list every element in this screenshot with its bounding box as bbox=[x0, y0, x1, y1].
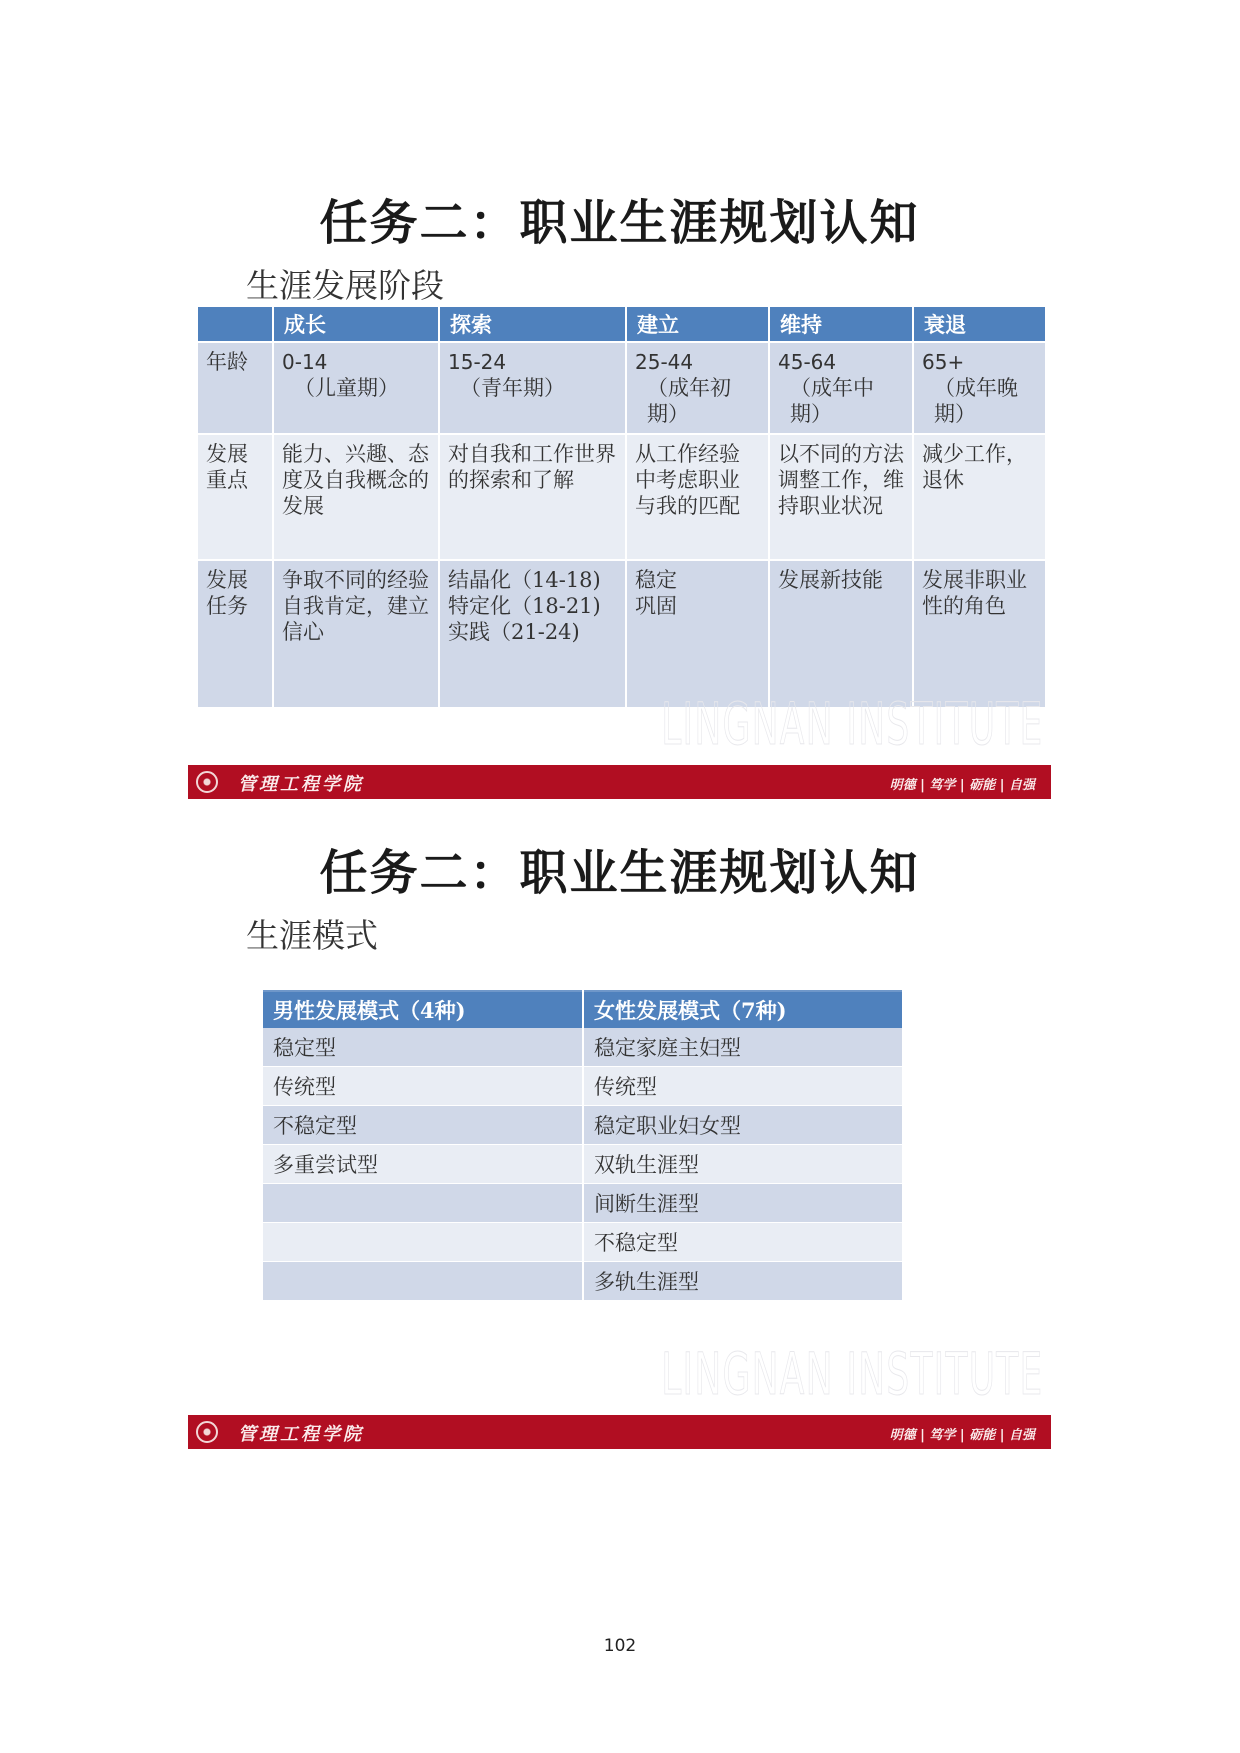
table-row bbox=[263, 1262, 903, 1301]
table-cell bbox=[263, 1262, 583, 1301]
table-cell: 发展新技能 bbox=[769, 560, 913, 708]
footer-school-name: 管理工程学院 bbox=[238, 774, 364, 795]
slide-title: 任务二：职业生涯规划认知 bbox=[319, 845, 920, 901]
slide-career-patterns bbox=[188, 800, 1051, 1450]
table-row-focus bbox=[198, 434, 1046, 560]
age-period: （成年中期） bbox=[790, 376, 874, 426]
career-patterns-table bbox=[263, 990, 904, 1301]
table-cell: 能力、兴趣、态度及自我概念的发展 bbox=[273, 434, 439, 560]
table-header-row bbox=[263, 991, 903, 1028]
table-row bbox=[263, 1106, 903, 1145]
table-cell: 争取不同的经验自我肯定，建立信心 bbox=[273, 560, 439, 708]
header-cell-male: 男性发展模式（4种) bbox=[263, 991, 583, 1028]
page-number: 102 bbox=[603, 1636, 637, 1656]
table-cell: 以不同的方法调整工作，维持职业状况 bbox=[769, 434, 913, 560]
table-cell bbox=[263, 1184, 583, 1223]
task-line: 巩固 bbox=[635, 594, 677, 618]
header-cell-empty bbox=[198, 307, 273, 342]
table-cell: 不稳定型 bbox=[583, 1223, 903, 1262]
table-cell bbox=[439, 560, 626, 708]
task-line: 结晶化（14-18) bbox=[448, 568, 601, 592]
task-line: 实践（21-24) bbox=[448, 620, 580, 644]
table-cell: 从工作经验中考虑职业与我的匹配 bbox=[626, 434, 769, 560]
task-line: 特定化（18-21) bbox=[448, 594, 601, 618]
table-cell bbox=[769, 342, 913, 434]
footer-motto: 明德 | 笃学 | 砺能 | 自强 bbox=[889, 1428, 1035, 1443]
footer-school-name: 管理工程学院 bbox=[238, 1424, 364, 1445]
age-period: （成年晚期） bbox=[934, 376, 1018, 426]
table-cell bbox=[273, 342, 439, 434]
table-cell bbox=[626, 342, 769, 434]
table-row bbox=[263, 1028, 903, 1067]
slide-subtitle: 生涯发展阶段 bbox=[246, 266, 444, 305]
table-cell: 间断生涯型 bbox=[583, 1184, 903, 1223]
age-range: 65+ bbox=[922, 350, 965, 374]
footer-bar bbox=[188, 765, 1051, 799]
table-cell bbox=[913, 342, 1046, 434]
table-cell bbox=[439, 342, 626, 434]
table-cell: 发展非职业性的角色 bbox=[913, 560, 1046, 708]
age-range: 0-14 bbox=[282, 350, 328, 374]
table-cell bbox=[626, 560, 769, 708]
school-logo-icon bbox=[196, 771, 218, 793]
table-cell: 多重尝试型 bbox=[263, 1145, 583, 1184]
career-stages-table bbox=[198, 307, 1047, 709]
row-label: 年龄 bbox=[198, 342, 273, 434]
table-row-tasks bbox=[198, 560, 1046, 708]
table-row bbox=[263, 1145, 903, 1184]
age-period: （青年期） bbox=[460, 376, 565, 400]
header-cell-female: 女性发展模式（7种) bbox=[583, 991, 903, 1028]
table-cell: 稳定家庭主妇型 bbox=[583, 1028, 903, 1067]
header-cell-maintenance: 维持 bbox=[769, 307, 913, 342]
table-cell: 双轨生涯型 bbox=[583, 1145, 903, 1184]
table-row bbox=[263, 1067, 903, 1106]
footer-bar bbox=[188, 1415, 1051, 1449]
slide-career-stages bbox=[188, 150, 1051, 800]
age-period: （成年初期） bbox=[647, 376, 731, 426]
header-cell-exploration: 探索 bbox=[439, 307, 626, 342]
watermark: LINGNAN INSTITUTE bbox=[660, 1340, 1043, 1408]
table-cell: 稳定型 bbox=[263, 1028, 583, 1067]
table-cell: 不稳定型 bbox=[263, 1106, 583, 1145]
footer-motto: 明德 | 笃学 | 砺能 | 自强 bbox=[889, 778, 1035, 793]
table-cell bbox=[263, 1223, 583, 1262]
table-row-age bbox=[198, 342, 1046, 434]
header-cell-growth: 成长 bbox=[273, 307, 439, 342]
school-logo-icon bbox=[196, 1421, 218, 1443]
task-line: 稳定 bbox=[635, 568, 677, 592]
age-range: 15-24 bbox=[448, 350, 507, 374]
table-cell: 减少工作，退休 bbox=[913, 434, 1046, 560]
table-row bbox=[263, 1184, 903, 1223]
age-range: 45-64 bbox=[778, 350, 837, 374]
table-cell: 对自我和工作世界的探索和了解 bbox=[439, 434, 626, 560]
table-cell: 稳定职业妇女型 bbox=[583, 1106, 903, 1145]
table-cell: 多轨生涯型 bbox=[583, 1262, 903, 1301]
row-label: 发展任务 bbox=[198, 560, 273, 708]
header-cell-establishment: 建立 bbox=[626, 307, 769, 342]
table-cell: 传统型 bbox=[583, 1067, 903, 1106]
table-header-row bbox=[198, 307, 1046, 342]
slide-subtitle: 生涯模式 bbox=[246, 916, 378, 955]
watermark: LINGNAN INSTITUTE bbox=[660, 690, 1043, 758]
table-cell: 传统型 bbox=[263, 1067, 583, 1106]
row-label: 发展重点 bbox=[198, 434, 273, 560]
table-row bbox=[263, 1223, 903, 1262]
header-cell-decline: 衰退 bbox=[913, 307, 1046, 342]
slide-title: 任务二：职业生涯规划认知 bbox=[319, 195, 920, 251]
age-range: 25-44 bbox=[635, 350, 694, 374]
age-period: （儿童期） bbox=[294, 376, 399, 400]
